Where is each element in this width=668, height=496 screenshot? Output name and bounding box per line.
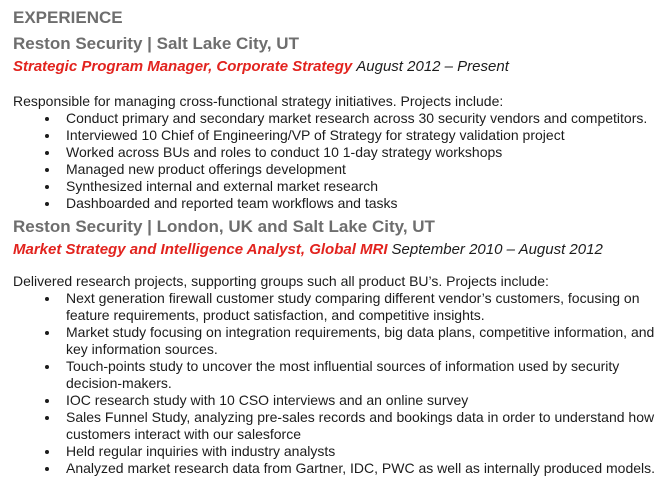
bullet-item: • IOC research study with 10 CSO interviews and an online survey [60,392,658,409]
job-dates: August 2012 – Present [356,58,509,75]
bullet-item: • Conduct primary and secondary market research across 30 security vendors and competitors. [60,110,658,127]
bullet-item: • Analyzed market research data from Gartner, IDC, PWC as well as internally produced models. [60,460,658,477]
bullet-item: • Touch-points study to uncover the most influential sources of information used by security decision-makers. [60,358,658,392]
bullet-item: • Synthesized internal and external market research [60,178,658,195]
bullet-item: • Held regular inquiries with industry analysts [60,443,658,460]
experience-section-title: EXPERIENCE [13,8,123,27]
job-section [13,33,658,212]
job-title-line [13,240,658,259]
job-title: Strategic Program Manager, Corporate Strategy [13,58,353,75]
bullet-item: • Managed new product offerings development [60,161,658,178]
job-section [13,216,658,477]
company-name: Reston Security | London, UK and Salt Lake City, UT [13,217,435,236]
job-summary: Responsible for managing cross-functional strategy initiatives. Projects include: [13,93,504,109]
bullet-item: • Sales Funnel Study, analyzing pre-sales records and bookings data in order to understand how customers interact with our salesforce [60,409,658,443]
bullet-item: • Worked across BUs and roles to conduct 10 1-day strategy workshops [60,144,658,161]
bullet-item: • Next generation firewall customer study comparing different vendor’s customers, focusing on feature requirements, product satisfaction, and competitive insights. [60,290,658,324]
job-dates: September 2010 – August 2012 [391,241,603,258]
company-name: Reston Security | Salt Lake City, UT [13,34,299,53]
job-summary: Delivered research projects, supporting groups such all product BU’s. Projects include: [13,273,549,289]
bullet-list [13,290,658,477]
job-title-line [13,57,658,76]
bullet-list [13,110,658,212]
bullet-item: • Market study focusing on integration requirements, big data plans, competitive information, and key information sources. [60,324,658,358]
bullet-item: • Dashboarded and reported team workflows and tasks [60,195,658,212]
bullet-item: • Interviewed 10 Chief of Engineering/VP of Strategy for strategy validation project [60,127,658,144]
job-title: Market Strategy and Intelligence Analyst, Global MRI [13,241,388,258]
